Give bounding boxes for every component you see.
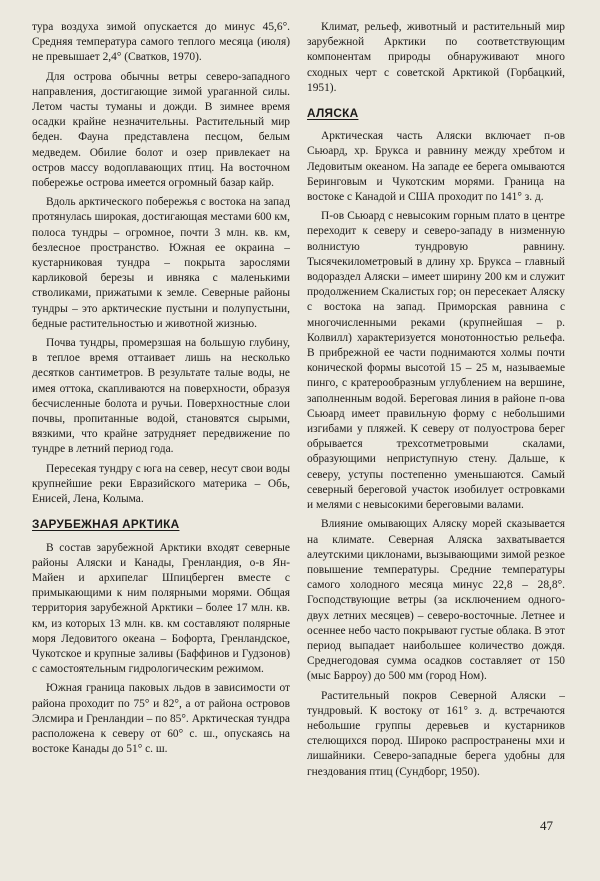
paragraph: Растительный покров Северной Аляски – тундровый. К востоку от 161° з. д. встречаются небольшие группы деревьев и кустарников стелющихся пород. Широко распространены мхи и лишайники. Северо-западные берега удобны для гнездования птиц (Сундборг, 1950).: [307, 689, 565, 778]
paragraph: Южная граница паковых льдов в зависимости от района проходит по 75° и 82°, а от района островов Элсмира и Гренландии – по 85°. Арктическая тундра расположена к северу от 60° с. ш., опускаясь на востоке Канады до 51° с. ш.: [32, 682, 290, 756]
paragraph: тура воздуха зимой опускается до минус 45,6°. Средняя температура самого теплого месяца (июля) не превышает 2,4° (Сватков, 1970).: [32, 21, 290, 64]
paragraph: Пересекая тундру с юга на север, несут свои воды крупнейшие реки Евразийского материка – Обь, Енисей, Лена, Колыма.: [32, 462, 290, 506]
paragraph: Вдоль арктического побережья с востока на запад протянулась широкая, достигающая местами 600 км, полоса тундры – огромное, почти 3 млн. кв. км, безлесное пространство. Южная ее окраина – кустарниковая тундра – покрыта зарослями карликовой березы и ивняка с маленькими стволиками, прижатыми к земле. Северные районы тундры – это арктические пустыни и полупустыни, бедные растительностью и животной жизнью.: [32, 196, 290, 330]
paragraph: Арктическая часть Аляски включает п-ов Сьюард, хр. Брукса и равнину между хребтом и Ледовитым океаном. На западе ее берега омываются Беринговым и Чукотским морями. Граница на востоке с Канадой и США проходит по 141° з. д.: [307, 130, 565, 204]
paragraph: В состав зарубежной Арктики входят северные районы Аляски и Канады, Гренландия, о-в Ян-Майен и архипелаг Шпицберген вместе с примыкающими к ним полярными морями. Общая территория зарубежной Арктики – более 17 млн. кв. км, из которых 13 млн. кв. км составляют полярные моря Ледовитого океана – Бофорта, Гренландское, Чукотское и крупные заливы (Баффинов и Гудзонов) с самостоятельным гидрологическим режимом.: [32, 541, 290, 676]
page-number: 47: [540, 818, 553, 833]
section-heading: ЗАРУБЕЖНАЯ АРКТИКА: [32, 517, 180, 532]
paragraph: Климат, рельеф, животный и растительный мир зарубежной Арктики по соответствующим компонентам природы обнаруживают много сходных черт с советской Арктикой (Горбацкий, 1951).: [307, 21, 565, 94]
right-column: [307, 20, 565, 784]
left-column: [32, 20, 290, 761]
paragraph: П-ов Сьюард с невысоким горным плато в центре переходит к северу и северо-западу в низменную волнистую тундровую равнину. Тысячекилометровый в длину хр. Брукса – главный водораздел Аляски – имеет ширину 200 км и служит продолжением Скалистых гор; он пересекает Аляску с востока на запад. Приморская равнина с многочисленными реками (крупнейшая – р. Колвилл) характеризуется монотонностью рельефа. В прибрежной ее части поднимаются холмы почти конической формы высотой 15 – 25 м, называемые пинго, с кратерообразным углублением на вершине, заполненным водой. Береговая линия в районе п-ова Сьюард имеет правильную форму с небольшими изгибами у пляжей. К северу от полуострова берег обрывается трехсотметровыми скалами, образующими неприступную стену. Дальше, к северу, уступы постепенно уменьшаются. Самый северный береговой участок изобилует островками и мелями с невысокими береговыми валами.: [307, 210, 565, 512]
paragraph: Почва тундры, промерзшая на большую глубину, в теплое время оттаивает лишь на несколько десятков сантиметров. В результате талые воды, не имея оттока, скапливаются на поверхности, образуя бесчисленные болота и ручьи. Поверхностные слои почвы, пропитанные водой, становятся сырыми, вязкими, что крайне затрудняет передвижение по тундре в летний период года.: [32, 337, 290, 456]
section-heading: АЛЯСКА: [307, 106, 359, 121]
paragraph: Для острова обычны ветры северо-западного направления, достигающие зимой ураганной силы. Летом часты туманы и дожди. В зимнее время осадки крайне незначительны. Растительный мир беден. Фауна представлена песцом, белым медведем. Обилие болот и озер привлекает на остров массу водоплавающих птиц. На восточном побережье острова имеется огромный базар кайр.: [32, 70, 290, 190]
paragraph: Влияние омывающих Аляску морей сказывается на климате. Северная Аляска захватывается алеутскими циклонами, вызывающими зимой резкое повышение температуры. Средние температуры самого холодного месяца минус 22,8 – 28,8°. Господствующие ветры (за исключением одного-двух летних месяцев) – северо-восточные. Летнее и осеннее небо часто покрывают густые облака. В этот период выпадает наибольшее количество дождя. Среднегодовая сумма осадков составляет от 150 (мыс Барроу) до 500 мм (город Ном).: [307, 518, 565, 683]
